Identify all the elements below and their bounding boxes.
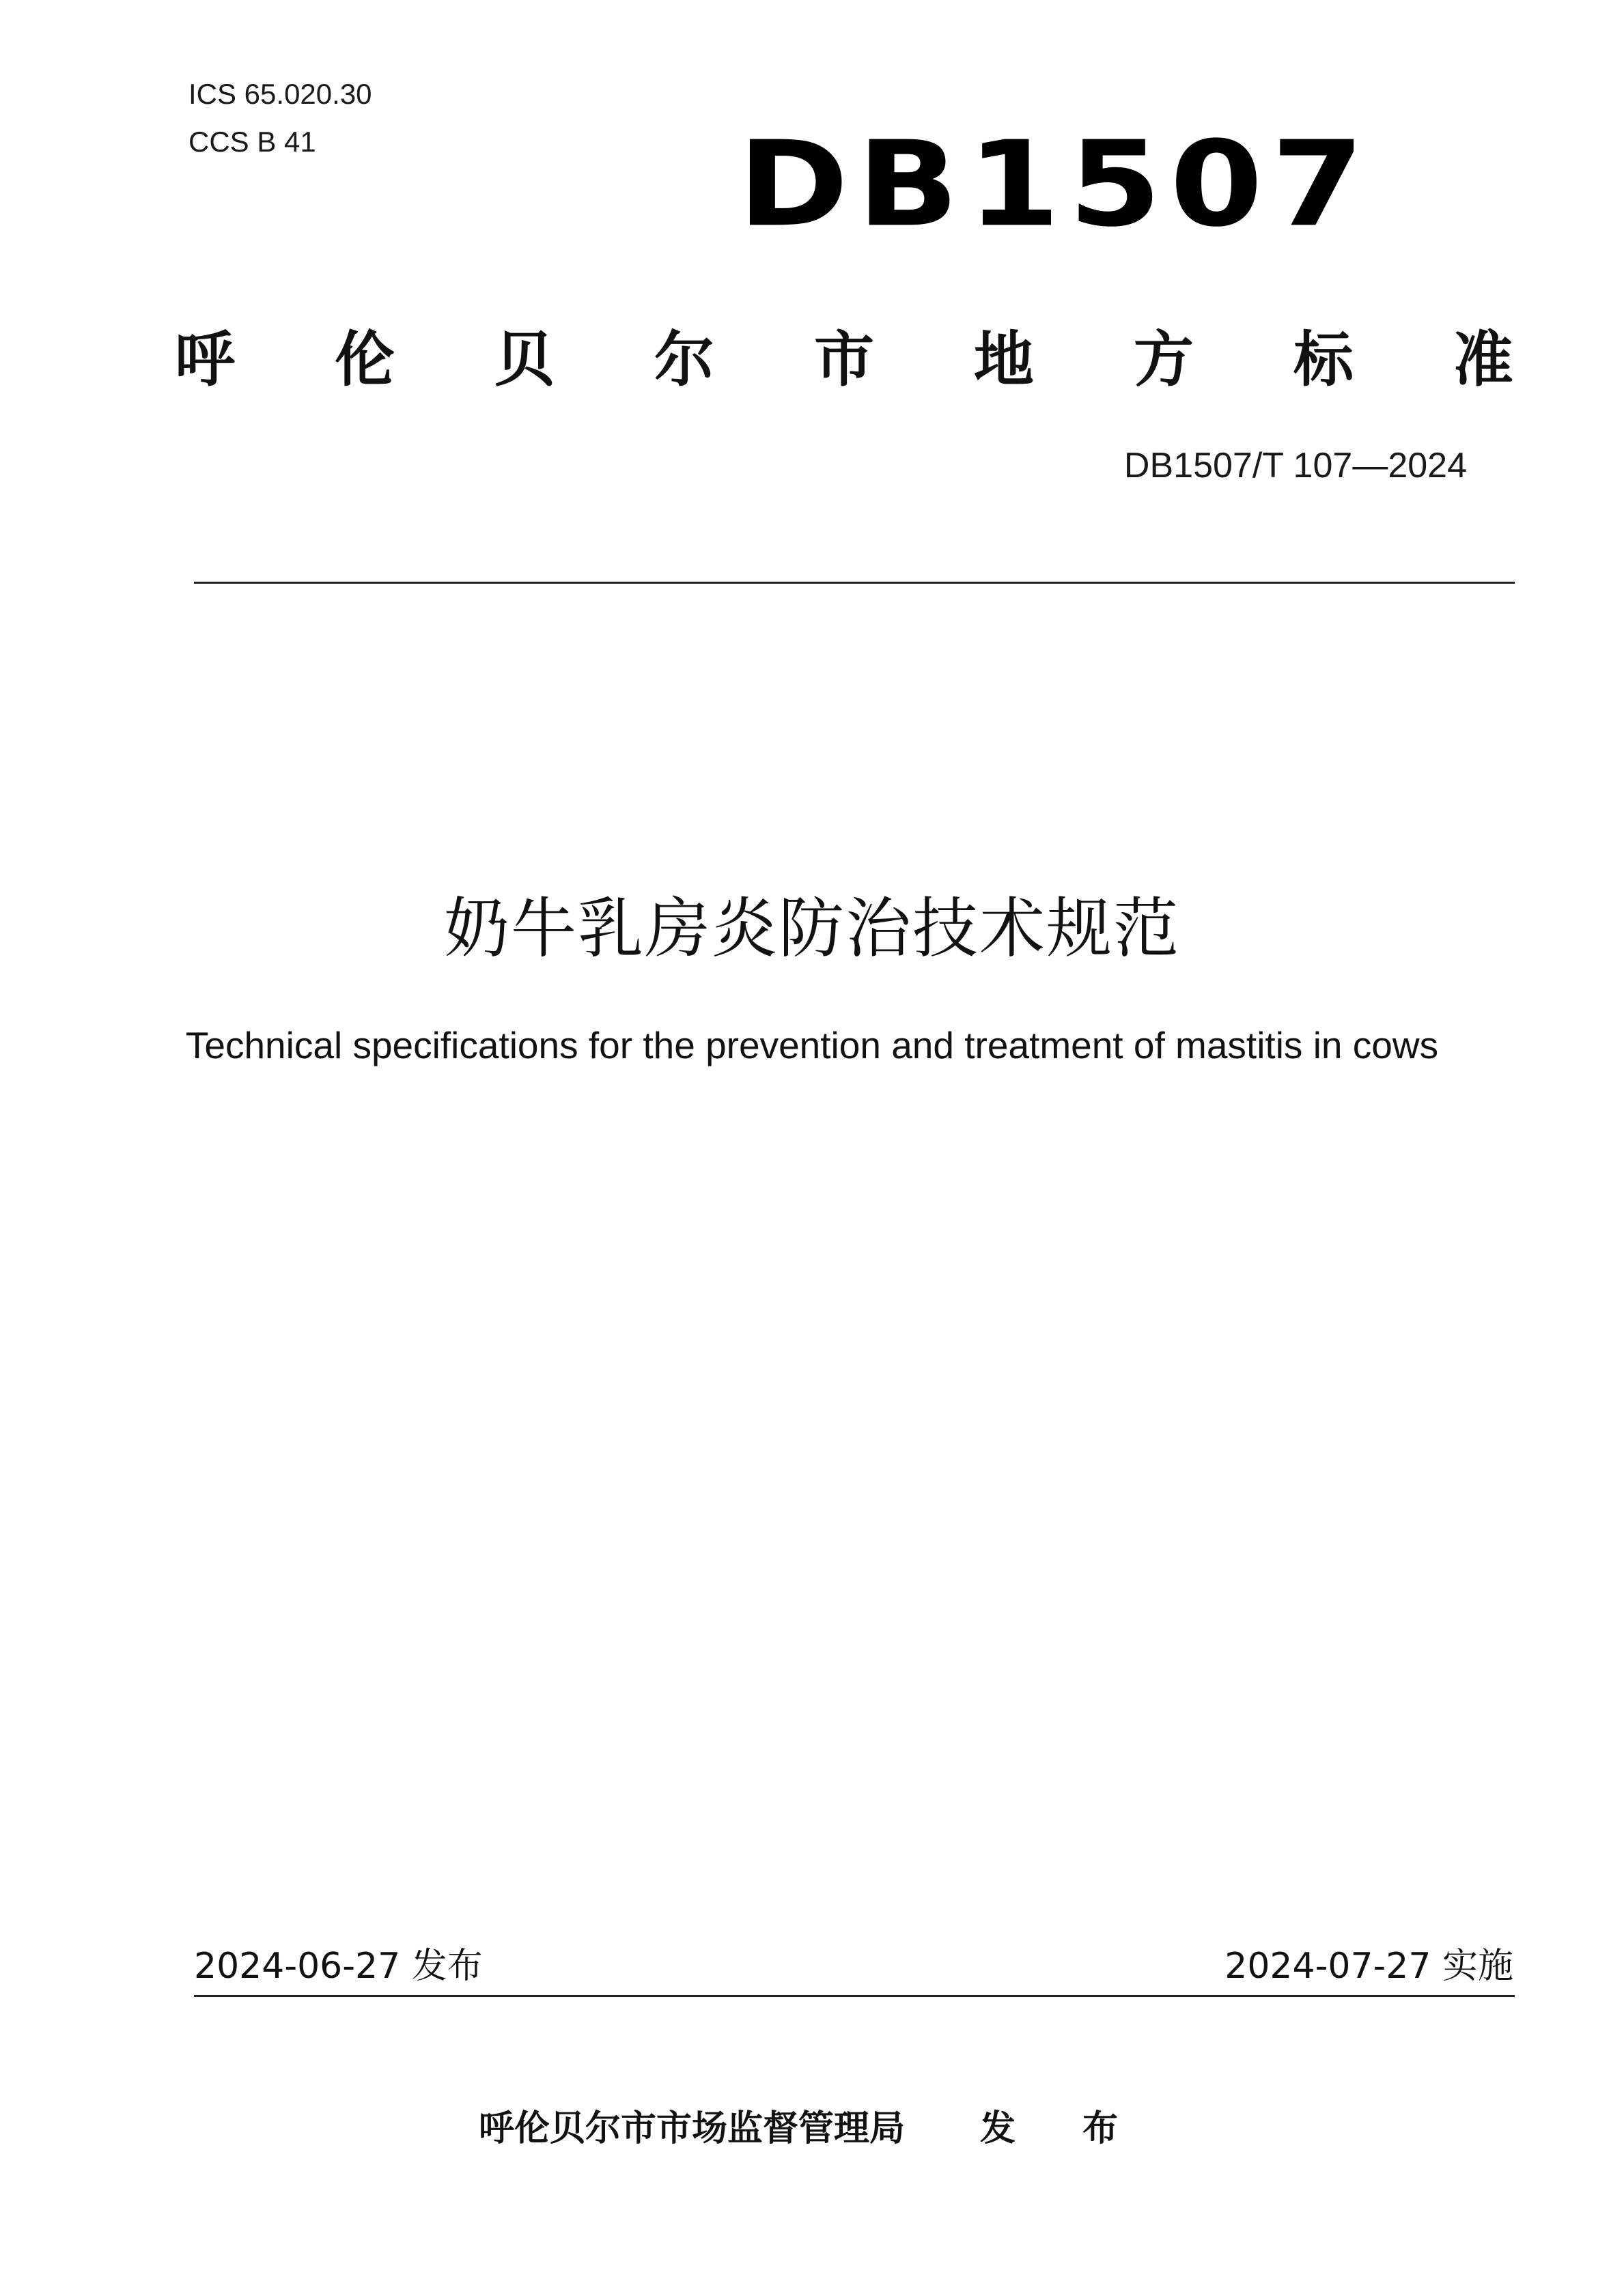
top-divider [194, 582, 1515, 584]
heading-char: 市 [813, 324, 874, 395]
ccs-code: CCS B 41 [188, 126, 316, 158]
heading-char: 尔 [654, 324, 714, 395]
title-english: Technical specifications for the prevention and treatment of mastitis in cows [185, 1024, 1439, 1066]
ics-code: ICS 65.020.30 [188, 78, 372, 110]
implementation-date: 2024-07-27 实施 [1224, 1946, 1513, 1987]
standard-number: DB1507/T 107—2024 [1123, 446, 1467, 485]
issuer-action: 发 布 [979, 2108, 1146, 2149]
heading-char: 标 [1293, 324, 1354, 395]
bottom-divider [194, 1995, 1515, 1997]
title-chinese: 奶牛乳房炎防治技术规范 [444, 890, 1180, 967]
heading-char: 伦 [334, 324, 395, 395]
issuer-organization: 呼伦贝尔市市场监督管理局 [478, 2108, 905, 2149]
heading-char: 地 [973, 324, 1034, 395]
issue-date: 2024-06-27 发布 [194, 1946, 483, 1987]
issuer-line [0, 2106, 1624, 2152]
db-code-logo: DB1507 [738, 116, 1373, 253]
heading-char: 呼 [175, 324, 236, 395]
heading-char: 贝 [494, 324, 555, 395]
heading-char: 方 [1133, 324, 1194, 395]
local-standard-heading [175, 314, 1513, 396]
heading-char: 准 [1453, 324, 1513, 395]
